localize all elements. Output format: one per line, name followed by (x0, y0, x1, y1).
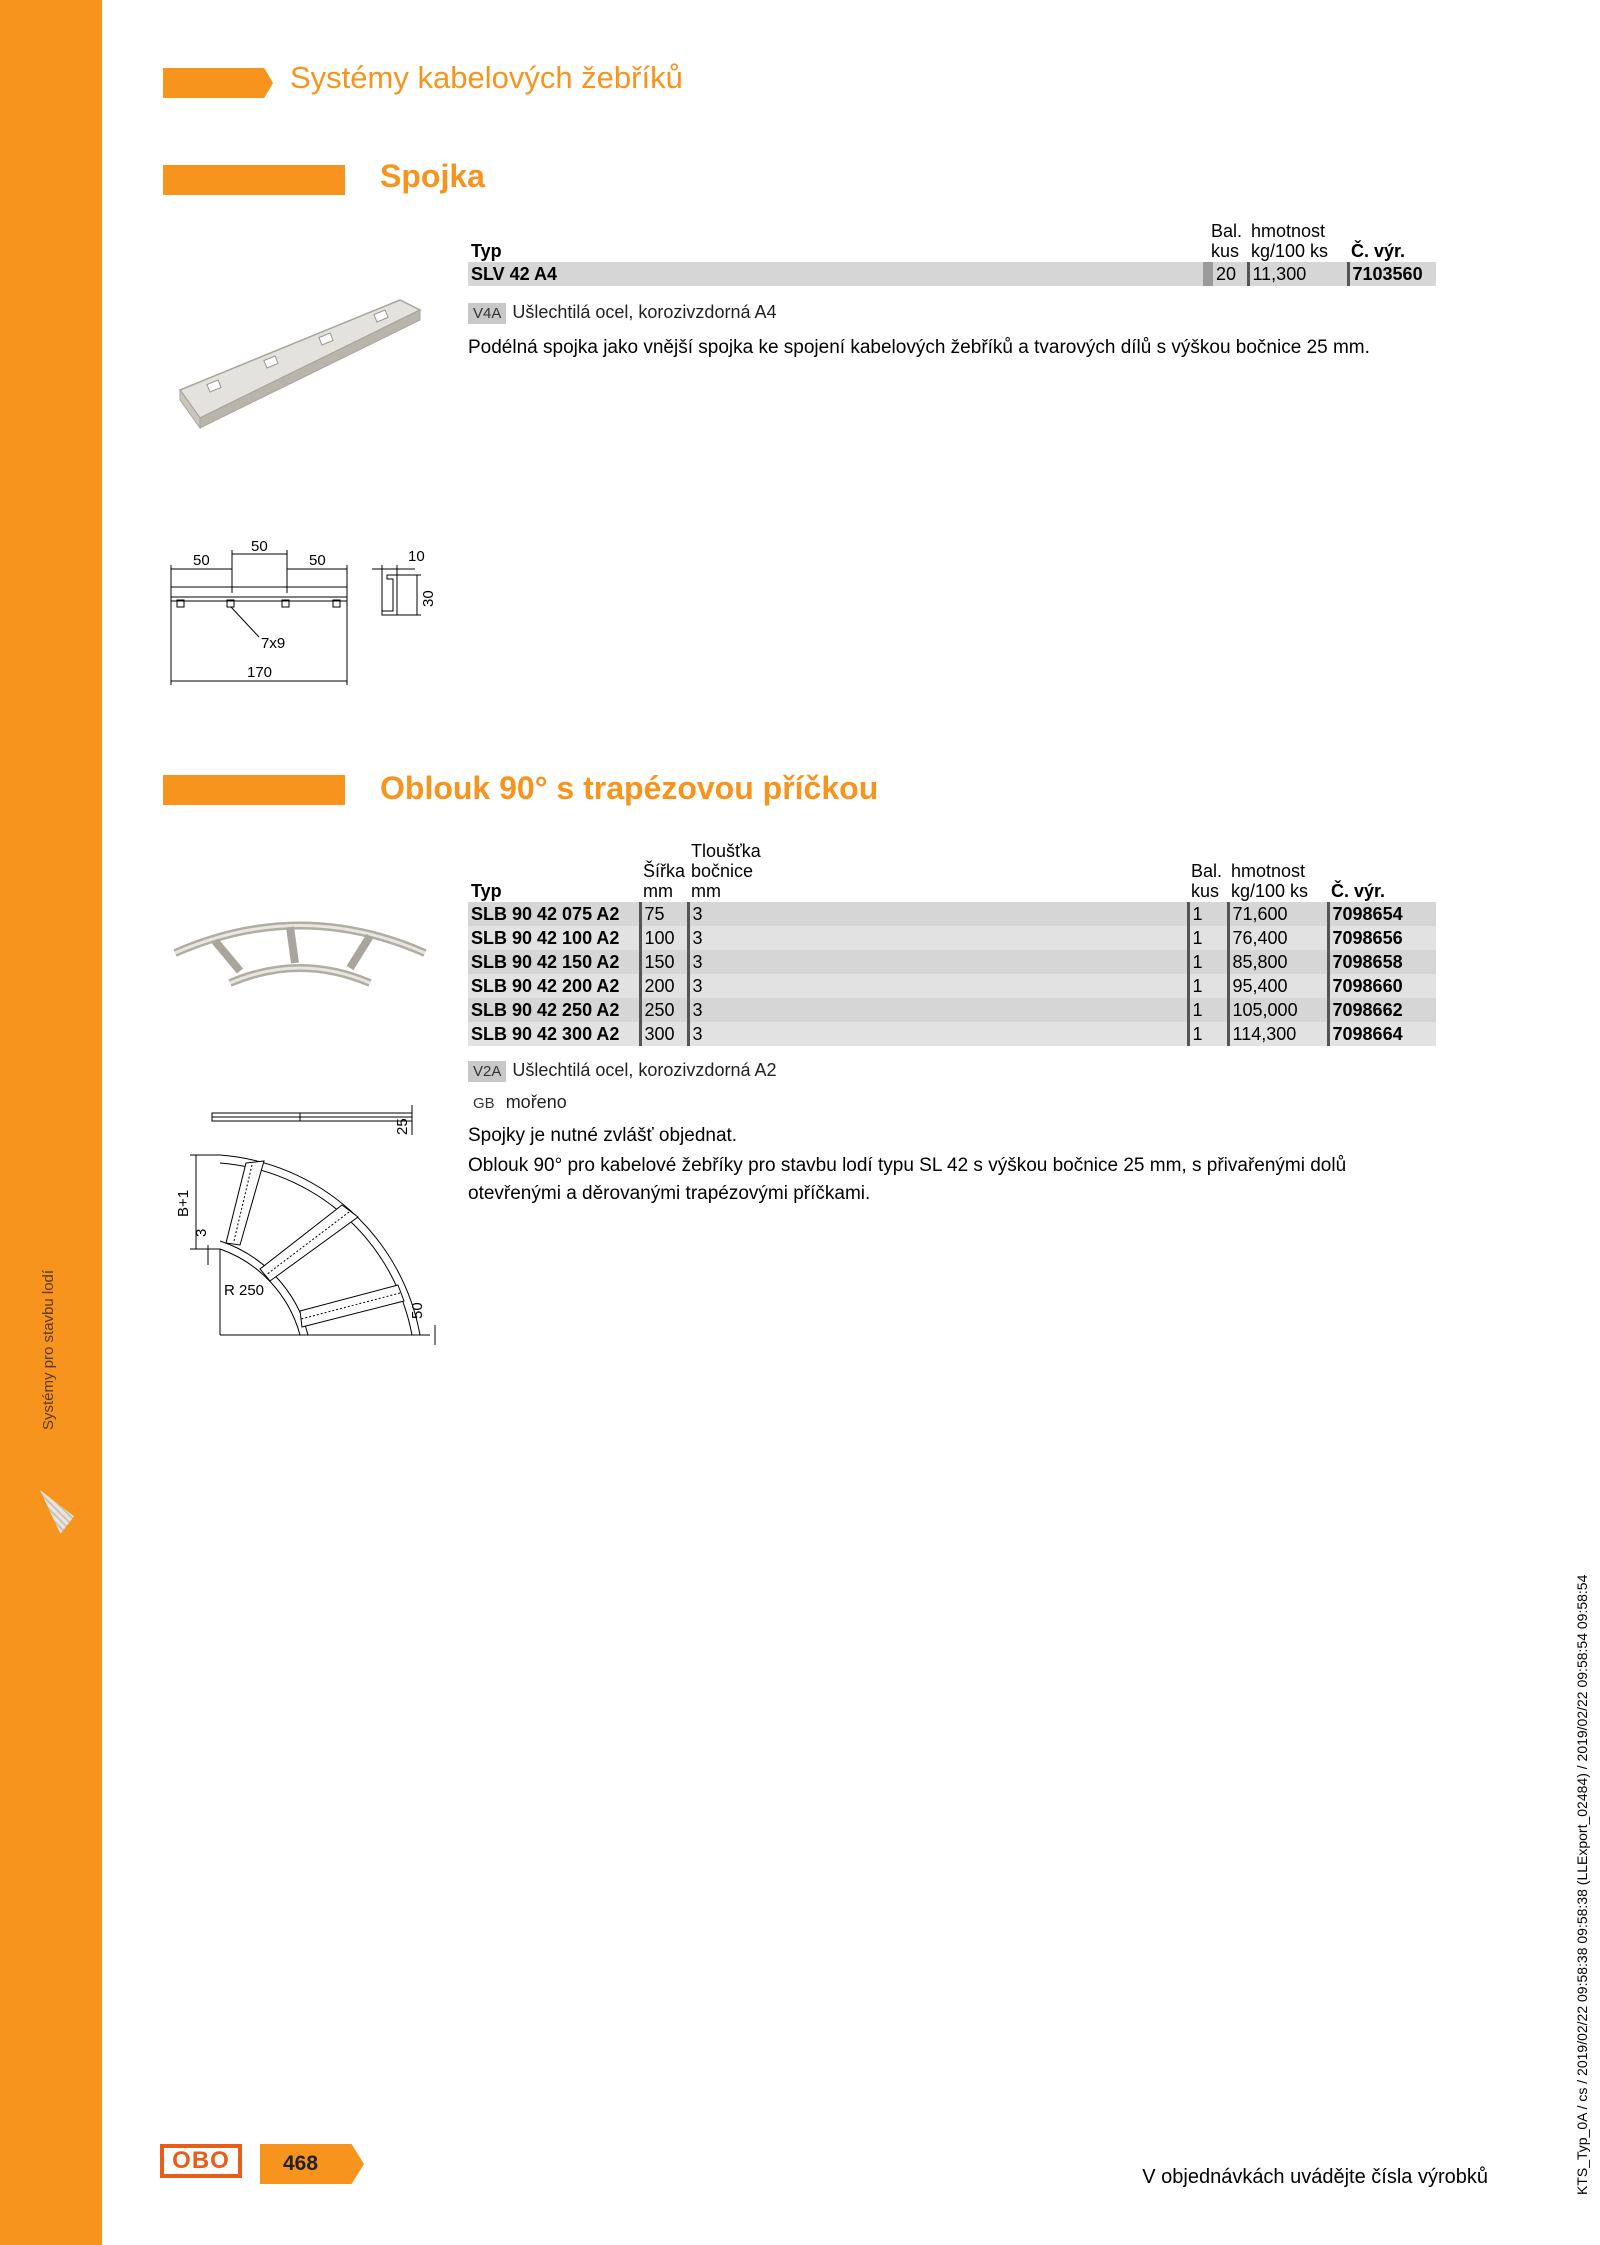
section2-bar (163, 775, 345, 805)
col-hmot-1: hmotnost (1231, 861, 1306, 881)
oblouk-photo (170, 908, 430, 988)
dim-b1: B+1 (175, 1189, 192, 1217)
col-tl-2: bočnice (691, 861, 754, 881)
table-row (468, 902, 1436, 926)
cell-cvyr: 7098662 (1328, 998, 1436, 1022)
cell-cvyr: 7098664 (1328, 1022, 1436, 1046)
cell-hmot: 85,800 (1228, 950, 1328, 974)
cell-bal: 1 (1188, 1022, 1228, 1046)
cell-typ: SLB 90 42 100 A2 (468, 926, 640, 950)
cell-hmot: 76,400 (1228, 926, 1328, 950)
col-tl-3: mm (691, 881, 722, 901)
section2-material (468, 1060, 777, 1082)
dim-30: 30 (420, 590, 437, 607)
dim-7x9: 7x9 (261, 635, 286, 652)
section2-finish (468, 1092, 567, 1114)
cell-bal: 1 (1188, 926, 1228, 950)
col-hmot-1: hmotnost (1251, 221, 1326, 241)
cell-sirka: 150 (640, 950, 688, 974)
col-sirka-1: Šířka (643, 861, 686, 881)
oblouk-drawing (160, 1095, 440, 1355)
dim-170: 170 (247, 664, 273, 681)
col-sirka-2: mm (643, 881, 673, 901)
table-row (468, 974, 1436, 998)
cell-cvyr: 7098660 (1328, 974, 1436, 998)
orange-sidebar (0, 0, 102, 2245)
material-text: Ušlechtilá ocel, korozivzdorná A2 (512, 1060, 777, 1080)
cell-sirka: 100 (640, 926, 688, 950)
cell-sirka: 250 (640, 998, 688, 1022)
col-hmot-2: kg/100 ks (1251, 241, 1329, 261)
cell-tl: 3 (688, 974, 1188, 998)
col-bal-1: Bal. (1211, 221, 1243, 241)
table-row (468, 926, 1436, 950)
oblouk-table (468, 840, 1436, 1046)
table-row (468, 998, 1436, 1022)
dim-50-right: 50 (309, 552, 326, 569)
col-typ: Typ (471, 241, 502, 261)
material-badge: V2A (468, 1061, 506, 1082)
cell-bal: 1 (1188, 998, 1228, 1022)
cell-cvyr: 7098654 (1328, 902, 1436, 926)
dim-3: 3 (193, 1228, 210, 1237)
cell-typ: SLB 90 42 300 A2 (468, 1022, 640, 1046)
finish-badge: GB (473, 1095, 495, 1112)
dim-50: 50 (409, 1302, 426, 1319)
cell-hmot: 95,400 (1228, 974, 1328, 998)
cell-tl: 3 (688, 1022, 1188, 1046)
table-row (468, 950, 1436, 974)
section1-material (468, 302, 777, 324)
section1-title: Spojka (380, 158, 485, 194)
cell-sirka: 200 (640, 974, 688, 998)
section2-description: Oblouk 90° pro kabelové žebříky pro stavbu lodí typu SL 42 s výškou bočnice 25 mm, s přivařenými dolů otevřenými a děrovanými trapézovými příčkami. (468, 1155, 1347, 1204)
cell-cvyr: 7098656 (1328, 926, 1436, 950)
section1-bar (163, 165, 345, 195)
col-cvyr: Č. výr. (1351, 241, 1406, 261)
material-text: Ušlechtilá ocel, korozivzdorná A4 (512, 302, 777, 322)
cell-hmot: 71,600 (1228, 902, 1328, 926)
dim-25: 25 (394, 1118, 411, 1135)
cell-typ: SLB 90 42 250 A2 (468, 998, 640, 1022)
cell-bal: 1 (1188, 974, 1228, 998)
section1-description: Podélná spojka jako vnější spojka ke spojení kabelových žebříků a tvarových dílů s výškou bočnice 25 mm. (468, 337, 1370, 358)
cell-tl: 3 (688, 902, 1188, 926)
col-cvyr: Č. výr. (1331, 881, 1386, 901)
col-bal-1: Bal. (1191, 861, 1223, 881)
obo-logo: OBO (160, 2144, 242, 2178)
page-number: 468 (283, 2152, 319, 2175)
footer-text: V objednávkách uvádějte čísla výrobků (1142, 2166, 1488, 2188)
cell-cvyr: 7103560 (1348, 262, 1436, 286)
col-hmot-2: kg/100 ks (1231, 881, 1309, 901)
cell-hmot: 114,300 (1228, 1022, 1328, 1046)
table-row (468, 262, 1436, 286)
dim-50-mid: 50 (251, 538, 268, 555)
spojka-photo (170, 290, 430, 430)
cell-typ: SLB 90 42 075 A2 (468, 902, 640, 926)
cell-typ: SLB 90 42 200 A2 (468, 974, 640, 998)
dim-r250: R 250 (224, 1282, 265, 1299)
cell-tl: 3 (688, 926, 1188, 950)
section2-title: Oblouk 90° s trapézovou příčkou (380, 770, 879, 806)
cell-hmot: 11,300 (1248, 262, 1348, 286)
cell-cvyr: 7098658 (1328, 950, 1436, 974)
col-tl-1: Tloušťka (691, 841, 761, 861)
spojka-table (468, 220, 1436, 286)
cell-bal: 1 (1188, 950, 1228, 974)
cell-tl: 3 (688, 950, 1188, 974)
cell-bal: 1 (1188, 902, 1228, 926)
page-header-title: Systémy kabelových žebříků (290, 60, 683, 95)
dim-10: 10 (408, 548, 425, 565)
cell-typ: SLV 42 A4 (468, 262, 1208, 286)
col-bal-2: kus (1211, 241, 1240, 261)
col-bal-2: kus (1191, 881, 1220, 901)
sidebar-label: Systémy pro stavbu lodí (40, 1269, 57, 1430)
table-row (468, 1022, 1436, 1046)
section2-note: Spojky je nutné zvlášť objednat. (468, 1125, 738, 1146)
cell-typ: SLB 90 42 150 A2 (468, 950, 640, 974)
finish-text: mořeno (505, 1092, 567, 1112)
dim-50-left: 50 (193, 552, 210, 569)
export-meta: KTS_Typ_0A / cs / 2019/02/22 09:58:38 09:58:38 (LLExport_02484) / 2019/02/22 09:58:54 09:58:54 (1574, 1574, 1590, 2195)
header-bar (163, 68, 273, 98)
col-typ: Typ (471, 881, 502, 901)
spojka-drawing (165, 535, 445, 690)
cell-bal: 20 (1208, 262, 1248, 286)
cell-sirka: 300 (640, 1022, 688, 1046)
cell-hmot: 105,000 (1228, 998, 1328, 1022)
material-badge: V4A (468, 303, 506, 324)
cell-tl: 3 (688, 998, 1188, 1022)
cell-sirka: 75 (640, 902, 688, 926)
